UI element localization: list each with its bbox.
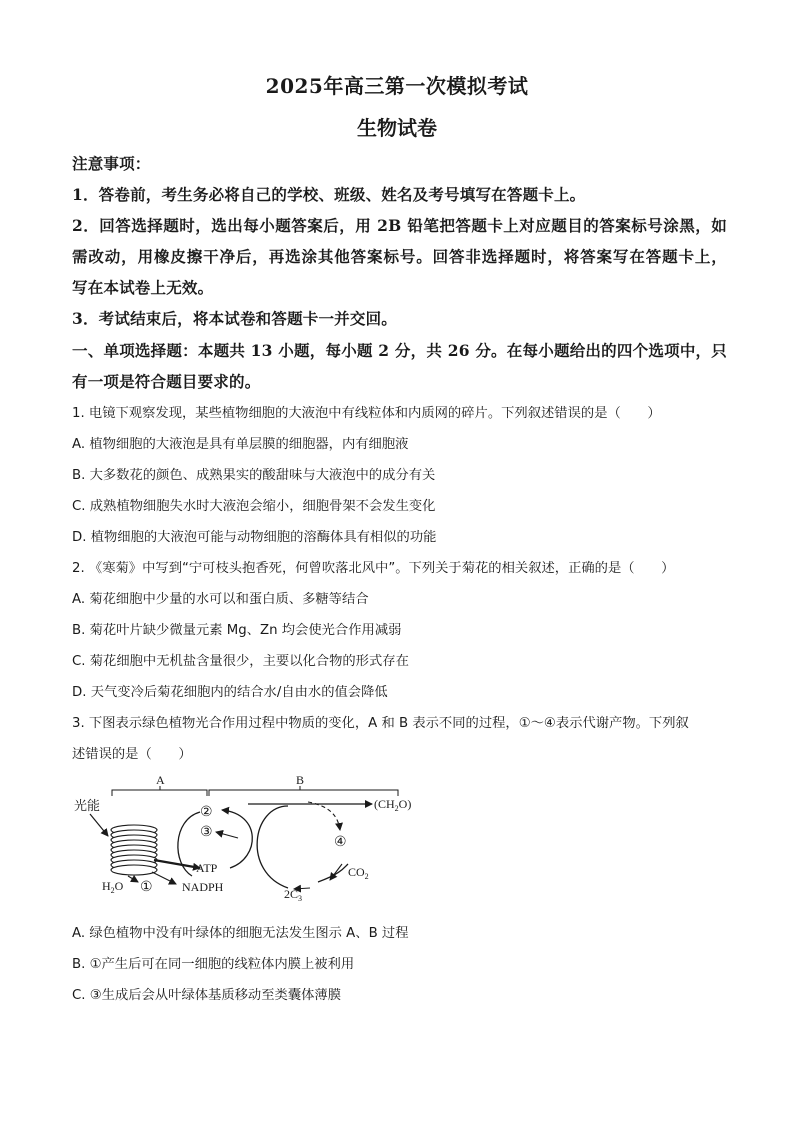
exam-subject: 生物试卷 (357, 116, 437, 140)
label-b: B (296, 773, 305, 787)
product-4: ④ (334, 835, 347, 850)
thylakoid-stack-icon (111, 825, 157, 875)
q1-option-c: C. 成熟植物细胞失水时大液泡会缩小，细胞骨架不会发生变化 (72, 499, 436, 514)
dashed-arrow-to-4 (308, 802, 340, 830)
q2-option-a: A. 菊花细胞中少量的水可以和蛋白质、多糖等结合 (72, 592, 369, 607)
q1-option-d: D. 植物细胞的大液泡可能与动物细胞的溶酶体具有相似的功能 (72, 530, 437, 545)
product-2: ② (200, 805, 213, 820)
arrow-to-atp (154, 860, 200, 868)
q3-stem-line-2: 述错误的是（ ） (72, 747, 192, 762)
co2-arrow (330, 864, 342, 880)
bracket-a (112, 786, 207, 796)
q1-option-b: B. 大多数花的颜色、成熟果实的酸甜味与大液泡中的成分有关 (72, 468, 436, 483)
calvin-cycle-right-arc (318, 864, 348, 882)
arrow-to-nadph (152, 872, 176, 884)
notice-item-2-line-2: 需改动，用橡皮擦干净后，再选涂其他答案标号。回答非选择题时，将答案写在答题卡上， (72, 247, 727, 266)
h2o-arrow (128, 876, 138, 882)
photosynthesis-diagram (72, 772, 412, 902)
co2-label: $CO_2$ (348, 865, 369, 881)
notice-item-2-line-1: 2．回答选择题时，选出每小题答案后，用 2B 铅笔把答题卡上对应题目的答案标号涂黑，如 (72, 216, 727, 235)
bracket-b (209, 786, 398, 796)
product-3: ③ (200, 825, 213, 840)
product-1: ① (140, 880, 153, 895)
return-arc (222, 810, 252, 868)
notice-item-2-line-3: 写在本试卷上无效。 (72, 278, 214, 297)
notice-item-3: 3．考试结束后，将本试卷和答题卡一并交回。 (72, 309, 397, 328)
q3-option-b: B. ①产生后可在同一细胞的线粒体内膜上被利用 (72, 957, 355, 972)
section-1-heading-line-2: 有一项是符合题目要求的。 (72, 372, 261, 391)
light-arrow (90, 814, 108, 836)
notice-item-1: 1．答卷前，考生务必将自己的学校、班级、姓名及考号填写在答题卡上。 (72, 185, 586, 204)
q2-stem: 2. 《寒菊》中写到“宁可枝头抱香死，何曾吹落北风中”。下列关于菊花的相关叙述，正确的是（ ） (72, 561, 675, 576)
label-a: A (156, 773, 165, 787)
q2-option-d: D. 天气变冷后菊花细胞内的结合水/自由水的值会降低 (72, 685, 388, 700)
q1-stem: 1. 电镜下观察发现，某些植物细胞的大液泡中有线粒体和内质网的碎片。下列叙述错误的是（ ） (72, 406, 661, 421)
q1-option-a: A. 植物细胞的大液泡是具有单层膜的细胞器，内有细胞液 (72, 437, 409, 452)
calvin-cycle-left-arc (257, 806, 288, 888)
notice-heading: 注意事项： (72, 154, 151, 173)
h2o-label: $H_2O$ (102, 879, 124, 895)
c3-label: $2C_3$ (284, 887, 303, 902)
nadph-label: NADPH (182, 880, 224, 894)
q3-option-a: A. 绿色植物中没有叶绿体的细胞无法发生图示 A、B 过程 (72, 926, 409, 941)
exam-title: 2025年高三第一次模拟考试 (265, 74, 529, 98)
q2-option-b: B. 菊花叶片缺少微量元素 Mg、Zn 均会使光合作用减弱 (72, 623, 402, 638)
ch2o-label: $(CH_2O)$ (374, 797, 412, 813)
arrow-to-3 (216, 832, 238, 838)
q3-option-c: C. ③生成后会从叶绿体基质移动至类囊体薄膜 (72, 988, 342, 1003)
section-1-heading-line-1: 一、单项选择题：本题共 13 小题，每小题 2 分，共 26 分。在每小题给出的四个选项中，只 (72, 341, 727, 360)
light-energy-label: 光能 (74, 798, 101, 813)
q2-option-c: C. 菊花细胞中无机盐含量很少，主要以化合物的形式存在 (72, 654, 409, 669)
atp-label: ATP (196, 861, 218, 875)
q3-stem-line-1: 3. 下图表示绿色植物光合作用过程中物质的变化，A 和 B 表示不同的过程，①～④表示代谢产物。下列叙 (72, 716, 689, 731)
